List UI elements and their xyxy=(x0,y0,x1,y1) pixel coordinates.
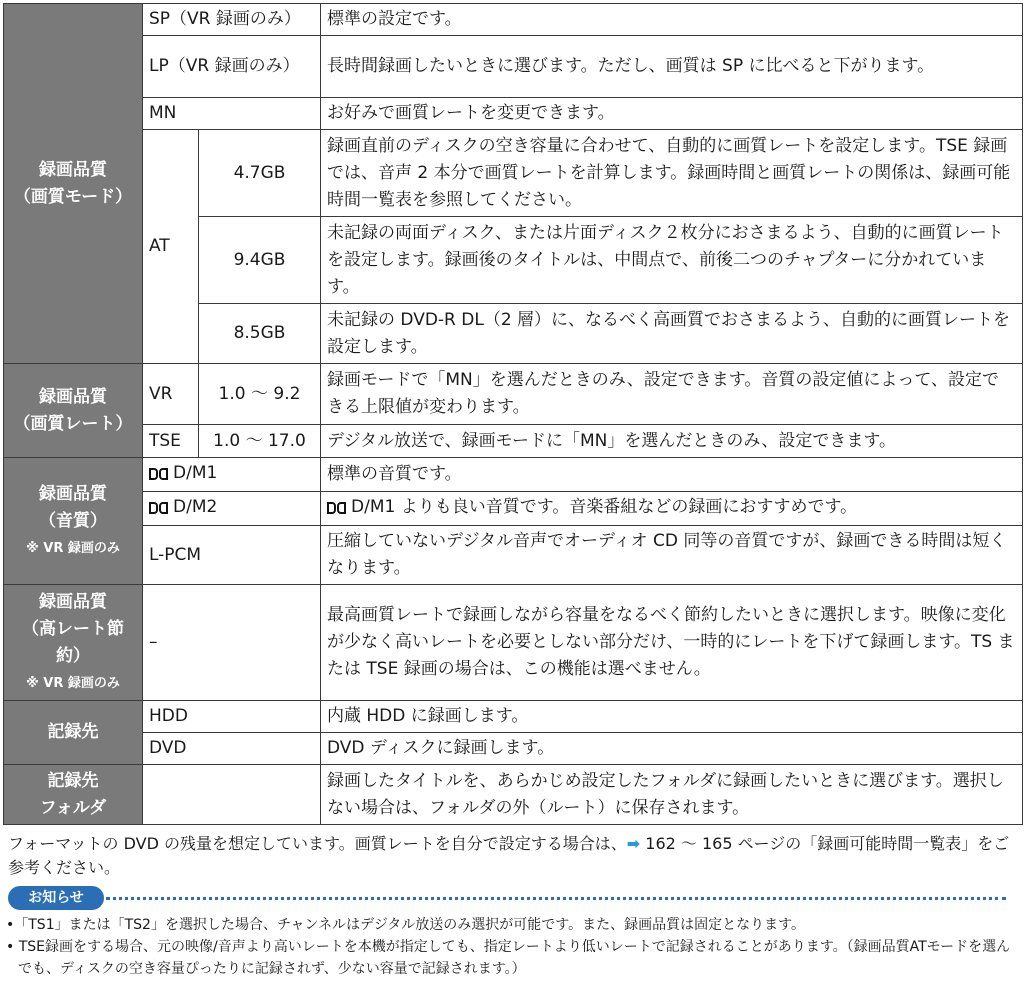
option-at: AT xyxy=(143,130,199,364)
table-row xyxy=(4,4,1023,36)
table-row xyxy=(4,36,1023,98)
table-row xyxy=(4,701,1023,733)
description: 録画直前のディスクの空き容量に合わせて、自動的に画質レートを設定します。TSE 録画では、音声 2 本分で画質レートを計算します。録画時間と画質レートの関係は、録画可能時間一覧表を参照してください。 xyxy=(321,130,1023,217)
option-hdd: HDD xyxy=(143,701,321,733)
table-row xyxy=(4,425,1023,458)
description: 未記録の DVD-R DL（2 層）に、なるべく高画質でおさまるよう、自動的に画質レートを設定します。 xyxy=(321,304,1023,364)
table-row xyxy=(4,733,1023,765)
description: 未記録の両面ディスク、または片面ディスク２枚分におさまるよう、自動的に画質レートを設定します。録画後のタイトルは、中間点で、前後二つのチャプターに分かれています。 xyxy=(321,217,1023,304)
description: 録画モードで「MN」を選んだときのみ、設定できます。音質の設定値によって、設定できる上限値が変わります。 xyxy=(321,364,1023,425)
option-empty xyxy=(143,765,321,825)
table-row xyxy=(4,98,1023,130)
category-high-rate-saving: 録画品質 （高レート節約） ※ VR 録画のみ xyxy=(4,585,143,701)
description: お好みで画質レートを変更できます。 xyxy=(321,98,1023,130)
category-quality-rate: 録画品質 （画質レート） xyxy=(4,364,143,458)
description: 標準の音質です。 xyxy=(321,458,1023,492)
table-row xyxy=(4,130,1023,217)
option-none: – xyxy=(143,585,321,701)
description: 圧縮していないデジタル音声でオーディオ CD 同等の音質ですが、録画できる時間は短くなります。 xyxy=(321,526,1023,585)
table-row xyxy=(4,364,1023,425)
list-item: •「TS1」または「TS2」を選択した場合、チャンネルはデジタル放送のみ選択が可能です。また、録画品質は固定となります。 xyxy=(6,917,806,933)
size-value: 8.5GB xyxy=(199,304,321,364)
table-row xyxy=(4,492,1023,526)
description: 標準の設定です。 xyxy=(321,4,1023,36)
dolby-digital-icon xyxy=(149,462,169,489)
range-value: 1.0 ～ 9.2 xyxy=(199,364,321,425)
option-mn: MN xyxy=(143,98,321,130)
table-row xyxy=(4,526,1023,585)
dolby-digital-icon xyxy=(327,496,347,523)
table-row xyxy=(4,585,1023,701)
description: 長時間録画したいときに選びます。ただし、画質は SP に比べると下がります。 xyxy=(321,36,1023,98)
table-row xyxy=(4,765,1023,825)
arrow-right-icon: ➡ xyxy=(626,834,641,853)
description: 内蔵 HDD に録画します。 xyxy=(321,701,1023,733)
notice-list xyxy=(6,914,1018,980)
option-dvd: DVD xyxy=(143,733,321,765)
dotted-divider xyxy=(106,897,1006,900)
dolby-digital-icon xyxy=(149,496,169,523)
category-quality-mode: 録画品質 （画質モード） xyxy=(4,4,143,364)
option-sp: SP（VR 録画のみ） xyxy=(143,4,321,36)
option-dm2: D/M2 xyxy=(143,492,321,526)
footnote: フォーマットの DVD の残量を想定しています。画質レートを自分で設定する場合は、➡ 162 ～ 165 ページの「録画可能時間一覧表」をご参考ください。 xyxy=(8,834,1010,877)
category-dest-folder: 記録先 フォルダ xyxy=(4,765,143,825)
settings-table xyxy=(3,3,1023,825)
size-value: 4.7GB xyxy=(199,130,321,217)
option-lpcm: L-PCM xyxy=(143,526,321,585)
option-dm1: D/M1 xyxy=(143,458,321,492)
range-value: 1.0 ～ 17.0 xyxy=(199,425,321,458)
notice-badge: お知らせ xyxy=(8,886,104,910)
category-audio: 録画品質 （音質） ※ VR 録画のみ xyxy=(4,458,143,585)
description: デジタル放送で、録画モードに「MN」を選んだときのみ、設定できます。 xyxy=(321,425,1023,458)
option-lp: LP（VR 録画のみ） xyxy=(143,36,321,98)
category-destination: 記録先 xyxy=(4,701,143,765)
option-tse: TSE xyxy=(143,425,199,458)
description: D/M1 よりも良い音質です。音楽番組などの録画におすすめです。 xyxy=(321,492,1023,526)
option-vr: VR xyxy=(143,364,199,425)
table-row xyxy=(4,458,1023,492)
description: DVD ディスクに録画します。 xyxy=(321,733,1023,765)
list-item: • TSE録画をする場合、元の映像/音声より高いレートを本機が指定しても、指定レートより低いレートで記録されることがあります。（録画品質ATモードを選んでも、ディスクの空き容量ぴったりに記録されず、少ない容量で記録されます。） xyxy=(6,939,1011,977)
notice-header xyxy=(8,886,1018,912)
description: 最高画質レートで録画しながら容量をなるべく節約したいときに選択します。映像に変化が少なく高いレートを必要としない部分だけ、一時的にレートを下げて録画します。TS または TSE 録画の場合は、この機能は選べません。 xyxy=(321,585,1023,701)
description: 録画したタイトルを、あらかじめ設定したフォルダに録画したいときに選びます。選択しない場合は、フォルダの外（ルート）に保存されます。 xyxy=(321,765,1023,825)
size-value: 9.4GB xyxy=(199,217,321,304)
